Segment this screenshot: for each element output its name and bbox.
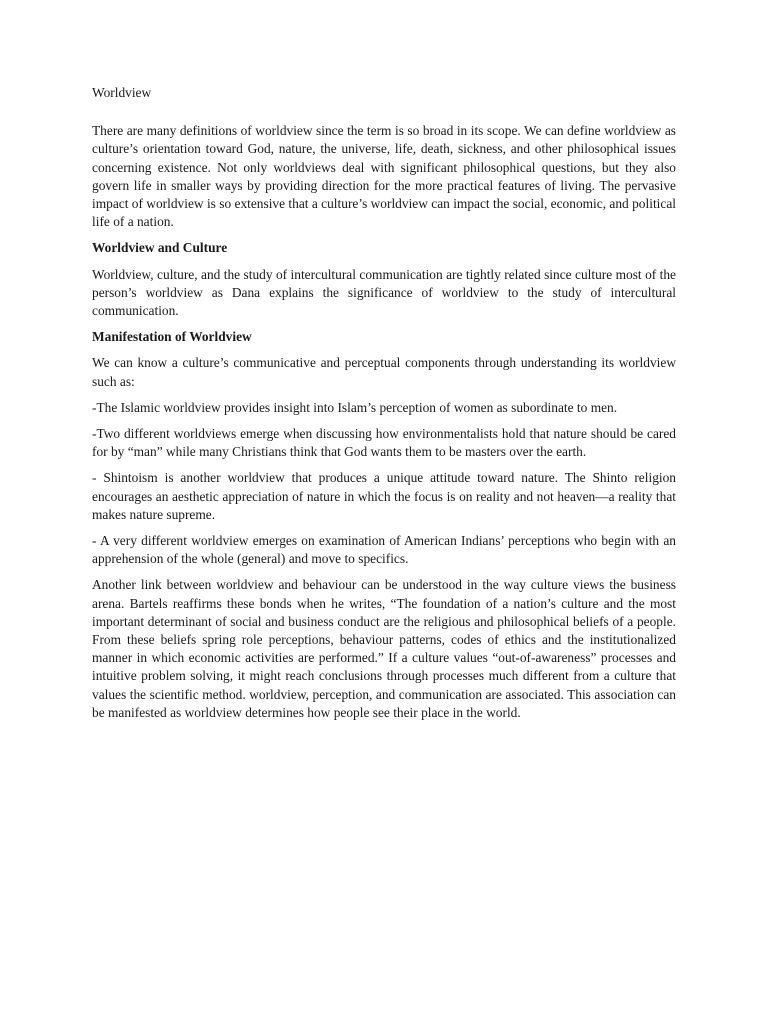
document-title: Worldview (92, 85, 152, 100)
worldview-culture-paragraph: Worldview, culture, and the study of intercultural communication are tightly related since culture most of the person’s worldview as Dana explains the significance of worldview to the study of intercultural communication. (92, 266, 676, 319)
list-item-american-indians: - A very different worldview emerges on examination of American Indians’ perceptions who begin with an apprehension of the whole (general) and move to specifics. (92, 533, 676, 567)
section-heading-worldview-and-culture: Worldview and Culture (92, 240, 228, 256)
list-item-islamic: -The Islamic worldview provides insight into Islam’s perception of women as subordinate to men. (92, 399, 618, 415)
intro-paragraph: There are many definitions of worldview since the term is so broad in its scope. We can define worldview as culture’s orientation toward God, nature, the universe, life, death, sickness, and other philosophical issues concerning existence. Not only worldviews deal with significant philosophical questions, but they also govern life in smaller ways by providing direction for the more practical features of living. The pervasive impact of worldview is so extensive that a culture’s worldview can impact the social, economic, and political life of a nation. (92, 123, 676, 230)
list-item-shintoism: - Shintoism is another worldview that produces a unique attitude toward nature. The Shinto religion encourages an aesthetic appreciation of nature in which the focus is on reality and not heaven—a reality that makes nature supreme. (92, 470, 676, 522)
list-item-environmentalists: -Two different worldviews emerge when discussing how environmentalists hold that nature should be cared for by “man” while many Christians think that God wants them to be masters over the earth. (92, 426, 676, 460)
closing-paragraph: Another link between worldview and behaviour can be understood in the way culture views the business arena. Bartels reaffirms these bonds when he writes, “The foundation of a nation’s culture and the most important determinant of social and business conduct are the religious and philosophical beliefs of a people. From these beliefs spring role perceptions, behaviour patterns, codes of ethics and the institutionalized manner in which economic activities are performed.” If a culture values “out-of-awareness” processes and intuitive problem solving, it might reach conclusions through processes much different from a culture that values the scientific method. worldview, perception, and communication are associated. This association can be manifested as worldview determines how people see their place in the world. (92, 577, 676, 720)
document-page (92, 84, 676, 730)
section-heading-manifestation-of-worldview: Manifestation of Worldview (92, 329, 252, 345)
manifestation-intro-paragraph: We can know a culture’s communicative and perceptual components through understanding its worldview such as: (92, 355, 676, 389)
